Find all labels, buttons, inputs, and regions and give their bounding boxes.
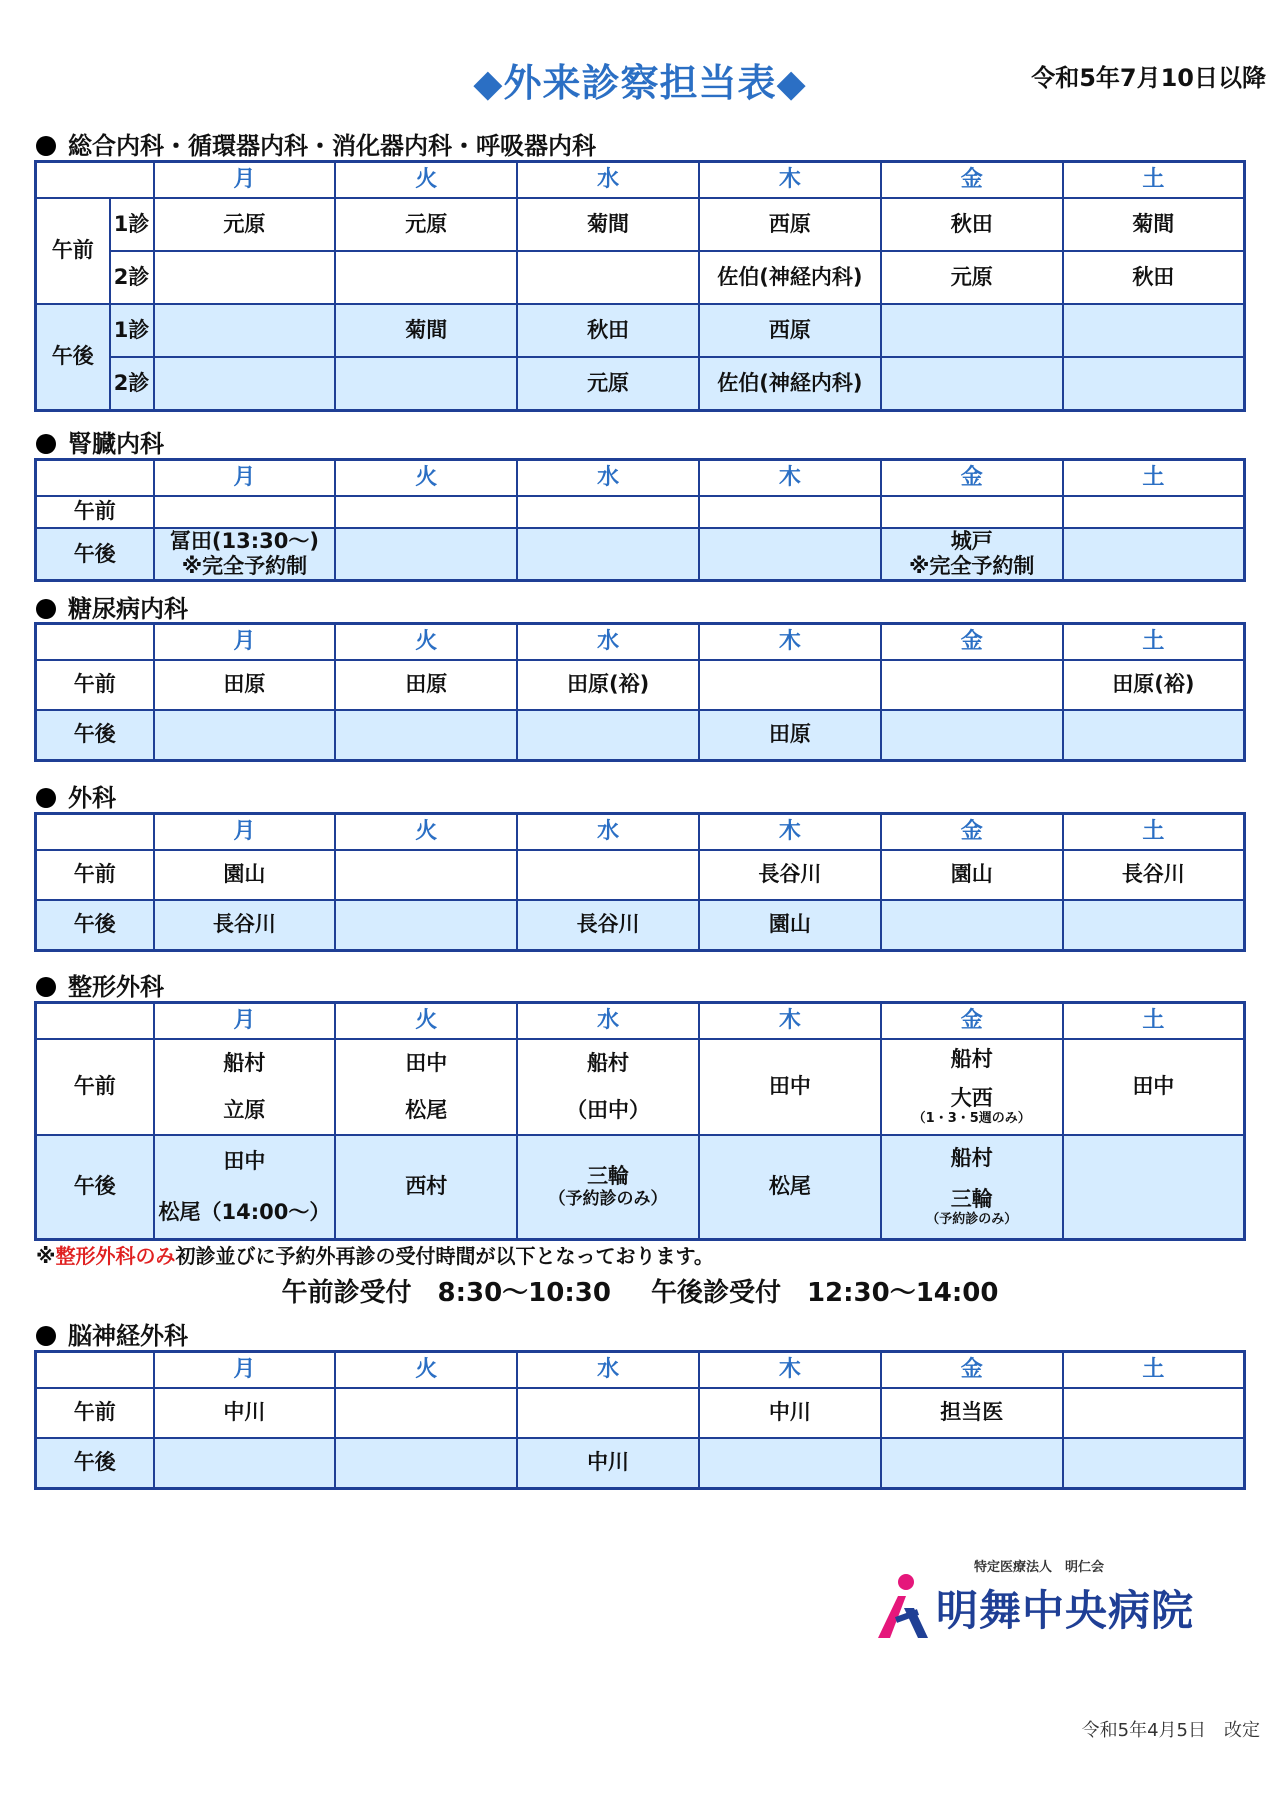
cell <box>699 660 881 710</box>
cell <box>1063 357 1245 410</box>
revision-date: 令和5年4月5日 改定 <box>1081 1720 1260 1741</box>
header-blank <box>36 1003 154 1040</box>
table-row <box>36 710 1245 760</box>
table-row <box>36 1438 1245 1488</box>
bullet-icon <box>36 1326 56 1346</box>
cell: 田中 <box>1063 1039 1245 1135</box>
cell: 秋田 <box>1063 251 1245 304</box>
row-label-am: 午前 <box>36 850 154 900</box>
cell: 田中 松尾 <box>335 1039 517 1135</box>
day-wed: 水 <box>517 814 699 851</box>
day-thu: 木 <box>699 162 881 199</box>
table-row <box>36 1039 1245 1135</box>
day-tue: 火 <box>335 1003 517 1040</box>
schedule-table-geka <box>34 812 1246 952</box>
day-sat: 土 <box>1063 1352 1245 1389</box>
cell: 船村 三輪 （予約診のみ） <box>881 1135 1063 1239</box>
row-label-am: 午前 <box>36 1039 154 1135</box>
day-sat: 土 <box>1063 162 1245 199</box>
hospital-logo <box>874 1556 1234 1646</box>
day-thu: 木 <box>699 814 881 851</box>
hospital-logo-icon <box>874 1572 932 1644</box>
cell: 田原(裕) <box>517 660 699 710</box>
cell: 園山 <box>154 850 336 900</box>
table-row <box>36 251 1245 304</box>
bullet-icon <box>36 136 56 156</box>
bullet-icon <box>36 977 56 997</box>
bullet-icon <box>36 599 56 619</box>
cell: 菊間 <box>517 198 699 251</box>
cell <box>335 496 517 528</box>
cell: 田原(裕) <box>1063 660 1245 710</box>
cell <box>699 496 881 528</box>
cell <box>881 357 1063 410</box>
schedule-table-jinzo <box>34 458 1246 582</box>
cell: 三輪 （予約診のみ） <box>517 1135 699 1239</box>
section-heading-naika: 総合内科・循環器内科・消化器内科・呼吸器内科 <box>36 126 596 161</box>
cell <box>154 496 336 528</box>
cell: 元原 <box>154 198 336 251</box>
cell <box>517 850 699 900</box>
cell: 船村 （田中） <box>517 1039 699 1135</box>
table-row <box>36 198 1245 251</box>
cell: 船村 立原 <box>154 1039 336 1135</box>
am-reception: 午前診受付 8:30～10:30 <box>281 1278 611 1308</box>
cell <box>335 357 517 410</box>
day-wed: 水 <box>517 162 699 199</box>
schedule-table-noshinkei <box>34 1350 1246 1490</box>
cell <box>1063 528 1245 581</box>
day-fri: 金 <box>881 162 1063 199</box>
cell: 担当医 <box>881 1388 1063 1438</box>
cell: 城戸 ※完全予約制 <box>881 528 1063 581</box>
reception-times <box>0 1272 1280 1309</box>
table-row <box>36 660 1245 710</box>
shin-label-1: 1診 <box>110 198 154 251</box>
day-tue: 火 <box>335 1352 517 1389</box>
row-label-am: 午前 <box>36 1388 154 1438</box>
cell <box>154 304 336 357</box>
schedule-table-seikei <box>34 1001 1246 1241</box>
day-wed: 水 <box>517 460 699 497</box>
header-row <box>36 814 1245 851</box>
section-heading-geka: 外科 <box>36 778 116 813</box>
header-row <box>36 460 1245 497</box>
header-row <box>36 1352 1245 1389</box>
cell <box>335 900 517 950</box>
bullet-icon <box>36 434 56 454</box>
day-tue: 火 <box>335 460 517 497</box>
day-wed: 水 <box>517 1352 699 1389</box>
cell <box>1063 900 1245 950</box>
day-mon: 月 <box>154 814 336 851</box>
header-row <box>36 1003 1245 1040</box>
row-label-pm: 午後 <box>36 900 154 950</box>
day-fri: 金 <box>881 460 1063 497</box>
cell: 西村 <box>335 1135 517 1239</box>
day-thu: 木 <box>699 624 881 661</box>
section-heading-tonyo: 糖尿病内科 <box>36 589 188 624</box>
cell: 冨田(13:30～) ※完全予約制 <box>154 528 336 581</box>
header-blank <box>36 814 154 851</box>
cell: 長谷川 <box>517 900 699 950</box>
cell: 元原 <box>517 357 699 410</box>
cell: 西原 <box>699 198 881 251</box>
cell: 中川 <box>517 1438 699 1488</box>
cell <box>517 710 699 760</box>
cell <box>154 710 336 760</box>
cell <box>154 251 336 304</box>
schedule-table-naika <box>34 160 1246 412</box>
day-thu: 木 <box>699 1352 881 1389</box>
day-fri: 金 <box>881 1003 1063 1040</box>
cell: 元原 <box>335 198 517 251</box>
cell <box>881 710 1063 760</box>
seikei-note: ※整形外科のみ初診並びに予約外再診の受付時間が以下となっております。 <box>36 1244 714 1268</box>
day-tue: 火 <box>335 624 517 661</box>
day-mon: 月 <box>154 1352 336 1389</box>
header-blank <box>36 162 154 199</box>
cell <box>881 496 1063 528</box>
day-mon: 月 <box>154 162 336 199</box>
header-blank <box>36 460 154 497</box>
cell <box>881 660 1063 710</box>
cell: 中川 <box>154 1388 336 1438</box>
cell <box>517 528 699 581</box>
cell: 田原 <box>154 660 336 710</box>
schedule-table-tonyo <box>34 622 1246 762</box>
day-tue: 火 <box>335 814 517 851</box>
day-tue: 火 <box>335 162 517 199</box>
row-label-pm: 午後 <box>36 1438 154 1488</box>
shin-label-1: 1診 <box>110 304 154 357</box>
cell: 田中 松尾（14:00～） <box>154 1135 336 1239</box>
cell: 長谷川 <box>154 900 336 950</box>
cell: 菊間 <box>1063 198 1245 251</box>
day-sat: 土 <box>1063 814 1245 851</box>
day-sat: 土 <box>1063 460 1245 497</box>
cell: 秋田 <box>881 198 1063 251</box>
corporation-name: 特定医療法人 明仁会 <box>974 1560 1105 1575</box>
row-label-pm: 午後 <box>36 304 110 410</box>
cell: 田中 <box>699 1039 881 1135</box>
cell: 西原 <box>699 304 881 357</box>
pm-reception: 午後診受付 12:30～14:00 <box>650 1278 999 1308</box>
cell <box>1063 1135 1245 1239</box>
table-row <box>36 528 1245 581</box>
day-mon: 月 <box>154 624 336 661</box>
cell <box>1063 1438 1245 1488</box>
day-wed: 水 <box>517 1003 699 1040</box>
row-label-pm: 午後 <box>36 710 154 760</box>
table-row <box>36 357 1245 410</box>
cell <box>335 528 517 581</box>
shin-label-2: 2診 <box>110 357 154 410</box>
day-fri: 金 <box>881 1352 1063 1389</box>
table-row <box>36 304 1245 357</box>
day-sat: 土 <box>1063 1003 1245 1040</box>
section-heading-jinzo: 腎臓内科 <box>36 424 164 459</box>
day-thu: 木 <box>699 460 881 497</box>
cell: 佐伯(神経内科) <box>699 251 881 304</box>
cell <box>517 496 699 528</box>
table-row <box>36 496 1245 528</box>
table-row <box>36 1388 1245 1438</box>
cell <box>335 251 517 304</box>
bullet-icon <box>36 788 56 808</box>
day-thu: 木 <box>699 1003 881 1040</box>
row-label-pm: 午後 <box>36 528 154 581</box>
row-label-am: 午前 <box>36 496 154 528</box>
cell: 田原 <box>699 710 881 760</box>
section-heading-noshinkei: 脳神経外科 <box>36 1316 188 1351</box>
cell <box>1063 304 1245 357</box>
day-fri: 金 <box>881 814 1063 851</box>
cell <box>699 1438 881 1488</box>
cell <box>335 710 517 760</box>
cell <box>881 304 1063 357</box>
header-row <box>36 162 1245 199</box>
cell: 長谷川 <box>699 850 881 900</box>
cell <box>881 900 1063 950</box>
page-title: ◆外来診察担当表◆ <box>473 61 807 105</box>
cell <box>335 1438 517 1488</box>
cell: 田原 <box>335 660 517 710</box>
table-row <box>36 1135 1245 1239</box>
cell: 園山 <box>699 900 881 950</box>
cell: 菊間 <box>335 304 517 357</box>
shin-label-2: 2診 <box>110 251 154 304</box>
cell: 松尾 <box>699 1135 881 1239</box>
cell <box>1063 710 1245 760</box>
cell <box>1063 1388 1245 1438</box>
cell <box>699 528 881 581</box>
cell <box>1063 496 1245 528</box>
hospital-name: 明舞中央病院 <box>936 1586 1195 1635</box>
day-fri: 金 <box>881 624 1063 661</box>
cell <box>335 850 517 900</box>
day-mon: 月 <box>154 1003 336 1040</box>
cell <box>154 1438 336 1488</box>
header-blank <box>36 1352 154 1389</box>
cell: 船村 大西 （1・3・5週のみ） <box>881 1039 1063 1135</box>
cell <box>881 1438 1063 1488</box>
cell <box>154 357 336 410</box>
row-label-pm: 午後 <box>36 1135 154 1239</box>
section-heading-seikei: 整形外科 <box>36 967 164 1002</box>
cell: 秋田 <box>517 304 699 357</box>
header-row <box>36 624 1245 661</box>
cell: 中川 <box>699 1388 881 1438</box>
cell: 園山 <box>881 850 1063 900</box>
day-mon: 月 <box>154 460 336 497</box>
table-row <box>36 850 1245 900</box>
cell <box>517 1388 699 1438</box>
row-label-am: 午前 <box>36 660 154 710</box>
cell: 長谷川 <box>1063 850 1245 900</box>
cell <box>335 1388 517 1438</box>
day-sat: 土 <box>1063 624 1245 661</box>
header-blank <box>36 624 154 661</box>
table-row <box>36 900 1245 950</box>
cell: 佐伯(神経内科) <box>699 357 881 410</box>
row-label-am: 午前 <box>36 198 110 304</box>
cell <box>517 251 699 304</box>
effective-date: 令和5年7月10日以降 <box>1031 64 1266 92</box>
cell: 元原 <box>881 251 1063 304</box>
day-wed: 水 <box>517 624 699 661</box>
